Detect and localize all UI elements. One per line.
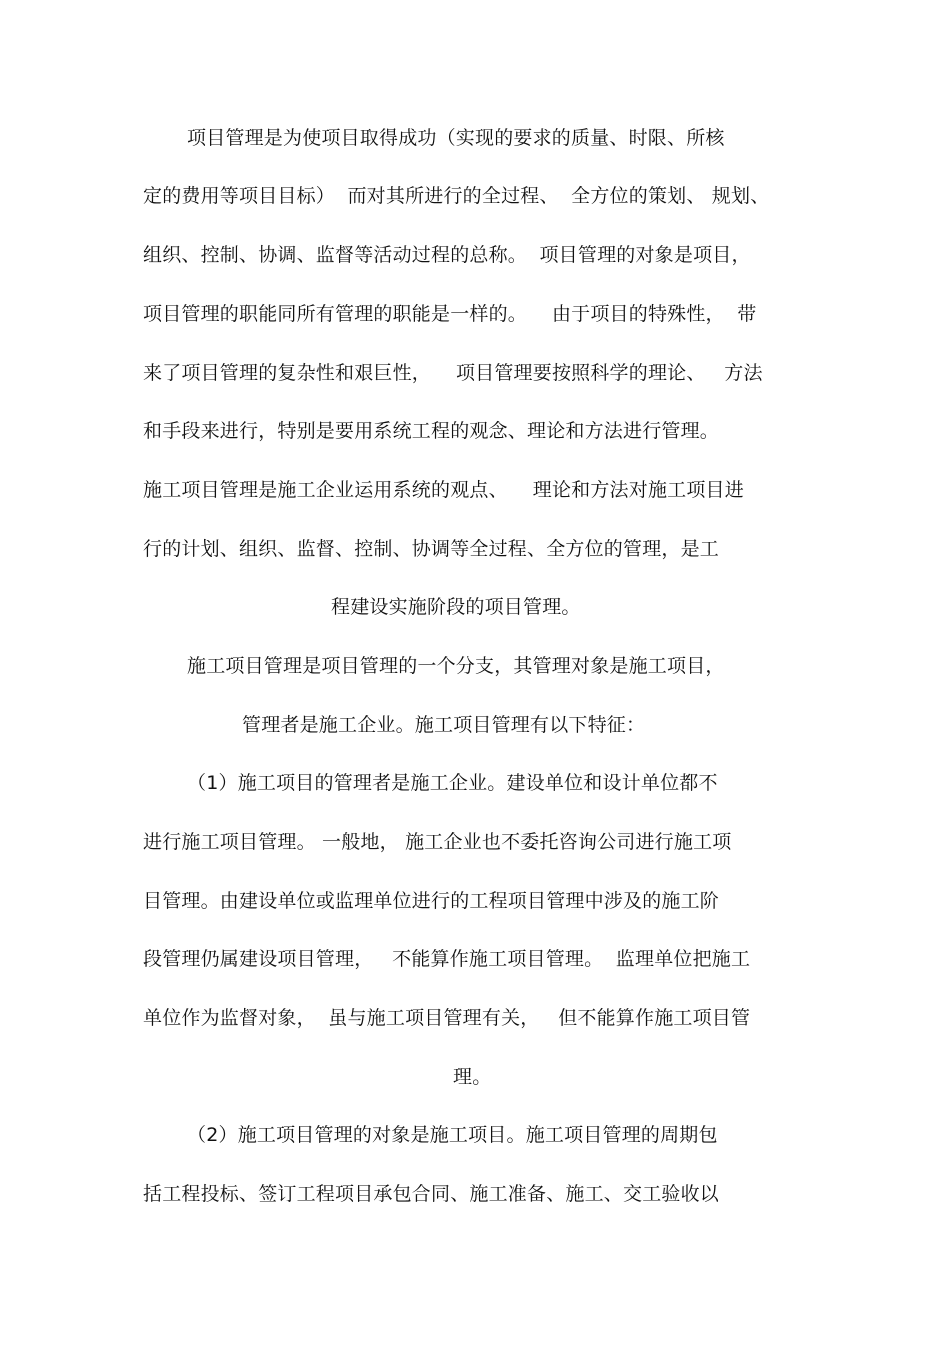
text-line: 单位作为监督对象， 虽与施工项目管理有关， 但不能算作施工项目管 [143, 1007, 751, 1029]
text-line: 行的计划、组织、监督、控制、协调等全过程、全方位的管理，是工 [143, 538, 720, 560]
text-line: （2）施工项目管理的对象是施工项目。施工项目管理的周期包 [187, 1124, 718, 1146]
text-line: 理。 [453, 1066, 492, 1088]
text-line: 项目管理是为使项目取得成功（实现的要求的质量、时限、所核 [187, 127, 725, 149]
text-line: 来了项目管理的复杂性和艰巨性， 项目管理要按照科学的理论、 方法 [143, 362, 763, 384]
text-line: （1）施工项目的管理者是施工企业。建设单位和设计单位都不 [187, 772, 718, 794]
text-line: 程建设实施阶段的项目管理。 [331, 596, 581, 618]
text-line: 施工项目管理是施工企业运用系统的观点、 理论和方法对施工项目进 [143, 479, 744, 501]
text-line: 施工项目管理是项目管理的一个分支，其管理对象是施工项目， [187, 655, 725, 677]
text-line: 段管理仍属建设项目管理， 不能算作施工项目管理。 监理单位把施工 [143, 948, 751, 970]
text-line: 和手段来进行，特别是要用系统工程的观念、理论和方法进行管理。 [143, 420, 720, 442]
text-line: 项目管理的职能同所有管理的职能是一样的。 由于项目的特殊性， 带 [143, 303, 757, 325]
text-line: 组织、控制、协调、监督等活动过程的总称。 项目管理的对象是项目， [143, 244, 751, 266]
text-line: 目管理。由建设单位或监理单位进行的工程项目管理中涉及的施工阶 [143, 890, 720, 912]
text-line: 进行施工项目管理。 一般地， 施工企业也不委托咨询公司进行施工项 [143, 831, 732, 853]
text-line: 管理者是施工企业。施工项目管理有以下特征： [242, 714, 646, 736]
text-line: 括工程投标、签订工程项目承包合同、施工准备、施工、交工验收以 [143, 1183, 720, 1205]
text-line: 定的费用等项目目标） 而对其所进行的全过程、 全方位的策划、 规划、 [143, 185, 770, 207]
